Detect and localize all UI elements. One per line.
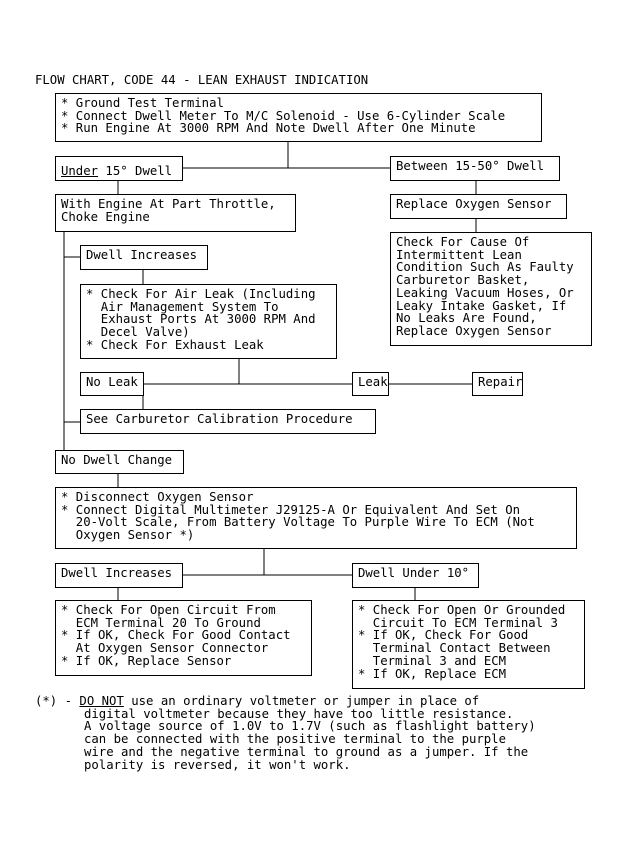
- box-line: Terminal Contact Between: [358, 641, 551, 656]
- box-text: Dwell Increases: [86, 248, 198, 262]
- dwell-increases-box: [80, 245, 208, 270]
- box-line: No Leaks Are Found,: [396, 311, 537, 326]
- box-line: Replace Oxygen Sensor: [396, 323, 552, 338]
- replace-oxygen-sensor-box: [390, 194, 567, 219]
- between-15-50-dwell-box: [390, 156, 560, 181]
- box-text: Leak: [358, 375, 388, 389]
- disconnect-sensor-box: [55, 487, 577, 549]
- box-line: * Check For Exhaust Leak: [86, 337, 264, 352]
- footnote-marker: (*) -: [35, 694, 80, 708]
- box-text: Dwell Increases: [61, 566, 173, 580]
- box-line: Choke Engine: [61, 209, 150, 224]
- carburetor-calibration-box: [80, 409, 376, 434]
- box-line: Check For Cause Of: [396, 235, 530, 249]
- box-line: 20-Volt Scale, From Battery Voltage To Purple Wire To ECM (Not: [61, 515, 535, 530]
- box-line: Terminal 3 and ECM: [358, 653, 507, 668]
- footnote: [35, 695, 536, 771]
- footnote-line: digital voltmeter because they have too little resistance.: [84, 706, 514, 721]
- part-throttle-box: [55, 194, 296, 232]
- leak-box: [352, 372, 389, 396]
- box-line: Decel Valve): [86, 325, 190, 340]
- dwell-increases-box-2: [55, 563, 183, 588]
- box-line: * Ground Test Terminal: [61, 96, 224, 110]
- box-line: * Run Engine At 3000 RPM And Note Dwell After One Minute: [61, 121, 476, 136]
- box-text: Between 15-50° Dwell: [396, 159, 545, 173]
- footnote-line: [35, 695, 536, 708]
- dwell-label: 15° Dwell: [98, 164, 173, 178]
- repair-box: [472, 372, 523, 396]
- cause-lean-box: [390, 232, 592, 346]
- box-line: * If OK, Replace ECM: [358, 666, 507, 681]
- box-line: Intermittent Lean: [396, 247, 522, 262]
- box-line: * If OK, Check For Good: [358, 628, 529, 643]
- box-line: Leaky Intake Gasket, If: [396, 298, 567, 313]
- do-not-emphasis: DO NOT: [79, 694, 124, 708]
- box-line: * Check For Air Leak (Including: [86, 287, 316, 301]
- footnote-line: A voltage source of 1.0V to 1.7V (such as flashlight battery): [84, 719, 536, 734]
- box-line: Carburetor Basket,: [396, 273, 530, 288]
- no-leak-box: [80, 372, 144, 396]
- air-leak-box: [80, 284, 337, 359]
- box-line: Leaking Vacuum Hoses, Or: [396, 285, 574, 300]
- box-line: Condition Such As Faulty: [396, 260, 574, 275]
- box-line: Oxygen Sensor *): [61, 528, 195, 543]
- under-15-dwell-box: [55, 156, 183, 181]
- box-text: See Carburetor Calibration Procedure: [86, 412, 353, 426]
- box-line: * Connect Digital Multimeter J29125-A Or Equivalent And Set On: [61, 502, 521, 517]
- box-line: * If OK, Replace Sensor: [61, 653, 232, 668]
- box-text: Repair: [478, 375, 523, 389]
- box-line: Exhaust Ports At 3000 RPM And: [86, 312, 316, 327]
- box-line: Air Management System To: [86, 299, 279, 314]
- box-line: At Oxygen Sensor Connector: [61, 641, 269, 656]
- box-text: No Dwell Change: [61, 453, 173, 467]
- box-text: Replace Oxygen Sensor: [396, 197, 552, 211]
- footnote-line-rest: use an ordinary voltmeter or jumper in place of: [123, 694, 480, 708]
- box-line: * Check For Open Circuit From: [61, 603, 276, 617]
- under-label: Under: [61, 164, 99, 178]
- open-circuit-box: [55, 600, 312, 676]
- footnote-line: can be connected with the positive terminal to the purple: [84, 732, 506, 747]
- page-title: FLOW CHART, CODE 44 - LEAN EXHAUST INDICATION: [35, 73, 369, 87]
- footnote-line: polarity is reversed, it won't work.: [84, 757, 351, 772]
- dwell-under-10-box: [352, 563, 479, 588]
- box-text: No Leak: [86, 375, 138, 389]
- box-line: * Connect Dwell Meter To M/C Solenoid - Use 6-Cylinder Scale: [61, 108, 506, 123]
- no-dwell-change-box: [55, 450, 184, 474]
- box-line: ECM Terminal 20 To Ground: [61, 615, 261, 630]
- box-text: Dwell Under 10°: [358, 566, 470, 580]
- box-line: With Engine At Part Throttle,: [61, 197, 276, 211]
- box-line: * Check For Open Or Grounded: [358, 603, 566, 617]
- box-line: * If OK, Check For Good Contact: [61, 628, 291, 643]
- open-grounded-box: [352, 600, 585, 689]
- ground-test-box: [55, 93, 542, 142]
- box-line: * Disconnect Oxygen Sensor: [61, 490, 254, 504]
- footnote-line: wire and the negative terminal to ground as a jumper. If the: [84, 744, 529, 759]
- box-line: Circuit To ECM Terminal 3: [358, 615, 558, 630]
